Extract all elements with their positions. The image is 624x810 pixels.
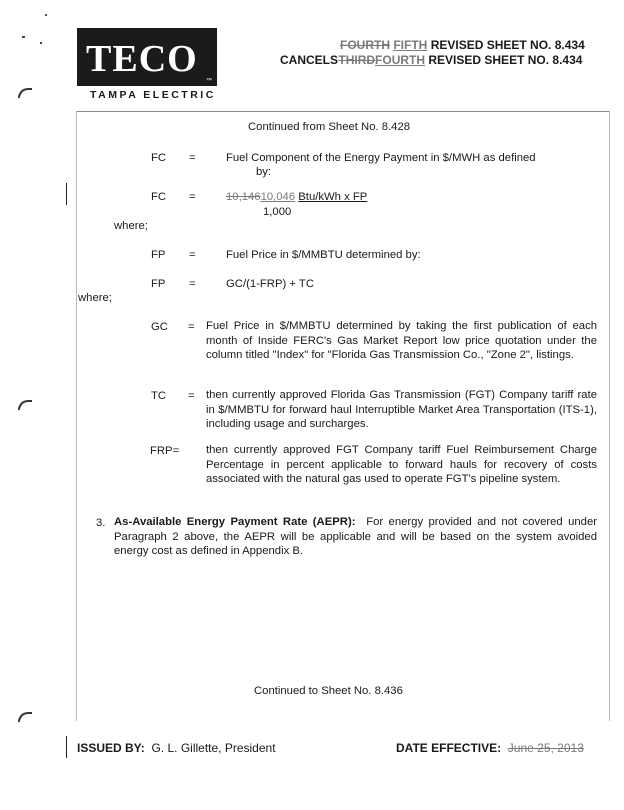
fc-formula	[226, 190, 367, 204]
scan-speck	[40, 42, 42, 44]
fp-formula-symbol: FP	[151, 278, 166, 290]
new-heat-rate: 10,046	[260, 191, 296, 203]
item-number: 3.	[96, 517, 106, 529]
frp-definition: then currently approved FGT Company tariff Fuel Reimbursement Charge Percentage in percent applicable to forward hauls for recovery of costs associated with the natural gas used to operate FGT's pipeline system.	[206, 444, 597, 485]
logo-trademark: ™	[206, 78, 212, 84]
frame-top-border	[76, 111, 610, 112]
margin-bar	[66, 183, 67, 205]
old-revision: FOURTH	[340, 38, 390, 52]
fp-definition: Fuel Price in $/MMBTU determined by:	[226, 249, 421, 261]
logo-subtitle: TAMPA ELECTRIC	[90, 89, 216, 101]
punch-hole-mark	[18, 400, 32, 410]
issued-by-label: ISSUED BY:	[77, 741, 145, 755]
cancels-old: THIRD	[338, 53, 376, 67]
gc-definition: Fuel Price in $/MMBTU determined by taking the first publication of each month of Inside FERC's Gas Market Report low price quotation under the column titled "Index" for "Florida Gas Transmission Co., "Zone 2", listings.	[206, 320, 597, 361]
continued-to: Continued to Sheet No. 8.436	[254, 685, 403, 697]
date-effective	[396, 741, 584, 755]
issuer-name: G. L. Gillette, President	[151, 741, 276, 755]
effective-date: June 25, 2013	[507, 741, 584, 755]
aepr-title: As-Available Energy Payment Rate (AEPR):	[114, 516, 356, 528]
aepr-text: For energy provided and not covered under Paragraph 2 above, the AEPR will be applicable and will be based on the system avoided energy cost as defined in Appendix B.	[114, 516, 597, 557]
fp-symbol: FP	[151, 249, 166, 261]
where-label: where;	[78, 292, 112, 304]
cancels-new: FOURTH	[375, 53, 426, 67]
scan-speck	[22, 36, 25, 38]
fc-formula-symbol: FC	[151, 191, 167, 203]
formula-numerator-rest: Btu/kWh x FP	[298, 191, 368, 203]
new-revision: FIFTH	[393, 38, 428, 52]
fc-equals: =	[189, 152, 196, 164]
frp-symbol: FRP=	[150, 445, 180, 457]
issued-by	[77, 741, 276, 755]
sheet-revision-line	[340, 38, 585, 52]
tc-equals: =	[188, 390, 195, 402]
date-effective-label: DATE EFFECTIVE:	[396, 741, 502, 755]
continued-from: Continued from Sheet No. 8.428	[248, 121, 411, 133]
tc-symbol: TC	[151, 390, 167, 402]
fc-definition-cont: by:	[256, 166, 272, 178]
aepr-paragraph	[114, 515, 597, 559]
frame-left-border	[76, 111, 77, 721]
tc-definition: then currently approved Florida Gas Transmission (FGT) Company tariff rate in $/MMBTU for forward haul Interruptible Market Area Transportation (ITS-1), including usage and surcharges.	[206, 389, 597, 430]
punch-hole-mark	[18, 88, 32, 98]
scan-speck	[45, 14, 47, 16]
revision-rest: REVISED SHEET NO. 8.434	[430, 38, 585, 52]
margin-bar	[66, 736, 67, 758]
formula-denominator: 1,000	[263, 206, 292, 218]
where-label: where;	[114, 220, 148, 232]
fp-formula: GC/(1-FRP) + TC	[226, 278, 314, 290]
fp-equals: =	[189, 249, 196, 261]
fc-formula-equals: =	[189, 191, 196, 203]
frame-right-border	[609, 111, 610, 721]
logo-wordmark: TECO	[86, 38, 198, 80]
old-heat-rate: 10,146	[226, 191, 261, 203]
cancels-rest: REVISED SHEET NO. 8.434	[428, 53, 583, 67]
gc-symbol: GC	[151, 321, 168, 333]
cancels-label: CANCELS	[280, 53, 339, 67]
punch-hole-mark	[18, 712, 32, 722]
gc-equals: =	[188, 321, 195, 333]
fp-formula-equals: =	[189, 278, 196, 290]
fc-symbol: FC	[151, 152, 167, 164]
fc-definition: Fuel Component of the Energy Payment in $/MWH as defined	[226, 152, 536, 164]
cancels-line	[280, 53, 582, 67]
